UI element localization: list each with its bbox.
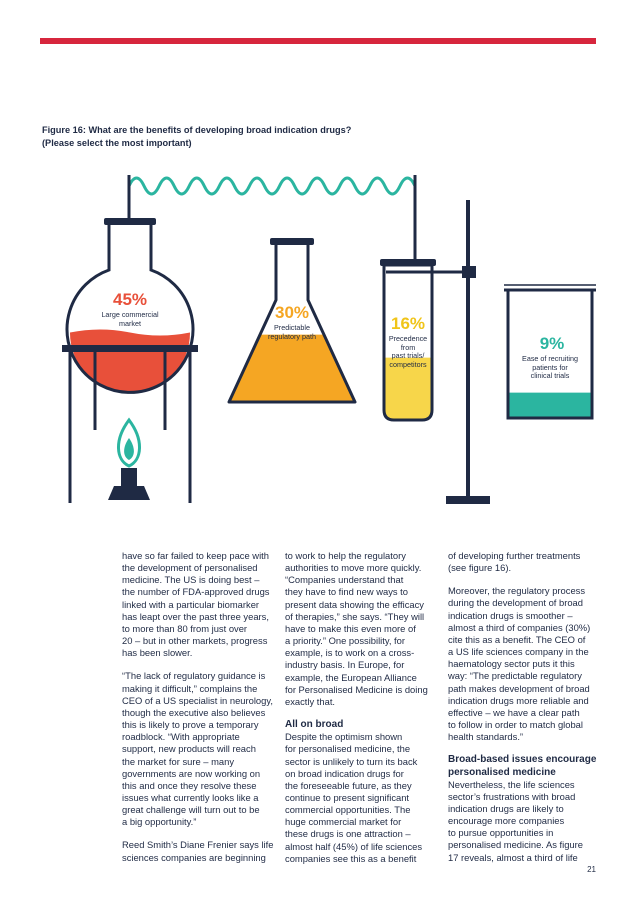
text-line: Moreover, the regulatory process (448, 585, 586, 597)
text-line: CEO of a US specialist in neurology, (122, 694, 273, 706)
text-line: great challenge will turn out to be (122, 804, 260, 816)
category-label-large-market (84, 311, 176, 328)
text-line: governments are now working on (122, 767, 261, 779)
text-line: continue to present significant (285, 791, 410, 803)
text-line: effective – we have a clear path (448, 706, 580, 718)
text-line: has been slower. (122, 647, 193, 659)
beaker-liquid (508, 393, 592, 418)
text-line: Nevertheless, the life sciences (448, 778, 575, 790)
text-line: the foreseeable future, as they (285, 779, 412, 791)
header-rule (40, 38, 596, 44)
section-heading (448, 754, 624, 778)
text-line: health standards.” (448, 731, 524, 743)
text-line: indication drugs are likely to (448, 802, 564, 814)
paragraph (448, 585, 624, 743)
label-line: Large commercial (101, 310, 159, 319)
text-line: to follow in order to match global (448, 719, 583, 731)
label-line: from (400, 342, 416, 352)
label-line: Ease of recruiting (522, 354, 578, 363)
text-line: sciences companies are beginning (122, 851, 266, 863)
text-line: the number of FDA-approved drugs (122, 586, 270, 598)
text-column-3 (448, 550, 624, 875)
text-line: indication drugs is smoother – (448, 609, 573, 621)
text-line: a US life sciences company in the (448, 646, 589, 658)
text-line: exactly that. (285, 695, 336, 707)
figure-title-line-1: Figure 16: What are the benefits of developing broad indication drugs? (42, 125, 352, 135)
category-label-precedence (372, 335, 444, 369)
text-line: linked with a particular biomarker (122, 598, 260, 610)
text-line: to work to help the regulatory (285, 550, 406, 561)
text-line: Reed Smith’s Diane Frenier says life (122, 839, 274, 851)
figure-title-line-2: (Please select the most important) (42, 138, 192, 148)
text-line: has leapt over the past three years, (122, 610, 269, 622)
text-line: a priority.” One possibility, for (285, 635, 406, 647)
text-line: cite this as a benefit. The CEO of (448, 633, 586, 645)
label-line: clinical trials (530, 371, 570, 381)
label-line: competitors (389, 359, 427, 369)
text-column-2 (285, 550, 461, 876)
text-line: on broad indication drugs for (285, 767, 404, 779)
value-label-precedence: 16% (390, 314, 426, 333)
text-line: this and once they resolve these (122, 779, 257, 791)
paragraph (448, 550, 624, 574)
text-line: haematology sector puts it this (448, 658, 575, 670)
text-line: industry basis. In Europe, for (285, 659, 405, 671)
text-line: they have to find new ways to (285, 586, 408, 598)
text-column-1 (122, 550, 298, 875)
section-heading (285, 719, 461, 731)
text-line: way: “The predictable regulatory (448, 670, 582, 682)
paragraph (122, 670, 298, 828)
text-line: of therapies,” she says. “They will (285, 610, 425, 622)
text-line: present data showing the efficacy (285, 598, 424, 610)
text-line: companies see this as a benefit (285, 852, 417, 864)
text-line: Despite the optimism shown (285, 731, 403, 743)
text-line: “Companies understand that (285, 574, 404, 586)
value-label-recruiting: 9% (539, 334, 565, 353)
bunsen-burner (108, 420, 150, 500)
paragraph (285, 731, 461, 865)
text-line: this is likely to prove a temporary (122, 719, 259, 731)
text-line: “The lack of regulatory guidance is (122, 670, 266, 682)
text-line: though the executive also believes (122, 706, 266, 718)
text-line: huge commercial market for (285, 816, 402, 828)
text-line: of developing further treatments (448, 550, 581, 561)
coil-tube (129, 178, 415, 265)
text-line: All on broad (285, 719, 344, 731)
text-line: indication drugs more reliable and (448, 694, 589, 706)
figure-title (42, 124, 462, 150)
text-line: have so far failed to keep pace with (122, 550, 269, 561)
text-line: Broad-based issues encourage (448, 754, 597, 766)
text-line: almost half (45%) of life sciences (285, 840, 423, 852)
text-line: the market for sure – many (122, 755, 235, 767)
text-line: during the development of broad (448, 597, 583, 609)
page-number: 21 (587, 865, 596, 874)
text-line: (see figure 16). (448, 562, 512, 574)
text-line: path makes development of broad (448, 682, 590, 694)
text-line: a big opportunity.” (122, 816, 197, 828)
label-line: regulatory path (268, 331, 316, 341)
text-line: sector is unlikely to turn its back (285, 755, 418, 767)
text-line: encourage more companies (448, 815, 565, 827)
paragraph (285, 550, 461, 708)
text-line: roadblock. “With appropriate (122, 731, 240, 743)
text-line: making it difficult,” complains the (122, 682, 258, 694)
text-line: commercial opportunities. The (285, 804, 411, 816)
text-line: support, new products will reach (122, 743, 256, 755)
paragraph (122, 550, 298, 659)
label-line: Predictable (274, 323, 310, 332)
text-line: example, the European Alliance (285, 671, 417, 683)
label-line: patients for (532, 362, 568, 372)
label-line: market (119, 318, 141, 328)
text-line: personalised medicine (448, 766, 556, 778)
paragraph (448, 779, 624, 864)
text-line: have to make this even more of (285, 622, 416, 634)
paragraph (122, 839, 298, 863)
label-line: past trials/ (391, 351, 425, 361)
text-line: example, is to work on a cross- (285, 647, 415, 659)
label-line: Precedence (388, 334, 428, 343)
text-line: 20 – but in other markets, progress (122, 635, 268, 647)
category-label-regulatory-path (246, 324, 338, 341)
category-label-recruiting (506, 355, 594, 381)
text-line: medicine. The US is doing best – (122, 574, 260, 586)
value-label-regulatory-path: 30% (274, 303, 310, 322)
text-line: 17 reveals, almost a third of life (448, 851, 578, 863)
flask-liquid (70, 330, 190, 393)
value-label-large-market: 45% (112, 290, 148, 309)
text-line: for Personalised Medicine is doing (285, 683, 428, 695)
text-line: issues what currently looks like a (122, 791, 259, 803)
text-line: the development of personalised (122, 562, 258, 574)
text-line: personalised medicine. As figure (448, 839, 583, 851)
erlenmeyer-liquid (229, 331, 355, 402)
text-line: for personalised medicine, the (285, 743, 411, 755)
text-line: authorities to move more quickly. (285, 562, 422, 574)
text-line: to more than 80 from just over (122, 622, 248, 634)
text-line: to pursue opportunities in (448, 827, 554, 839)
text-line: almost a third of companies (30%) (448, 621, 591, 633)
text-line: these drugs is one attraction – (285, 828, 411, 840)
text-line: sector’s frustrations with broad (448, 790, 576, 802)
